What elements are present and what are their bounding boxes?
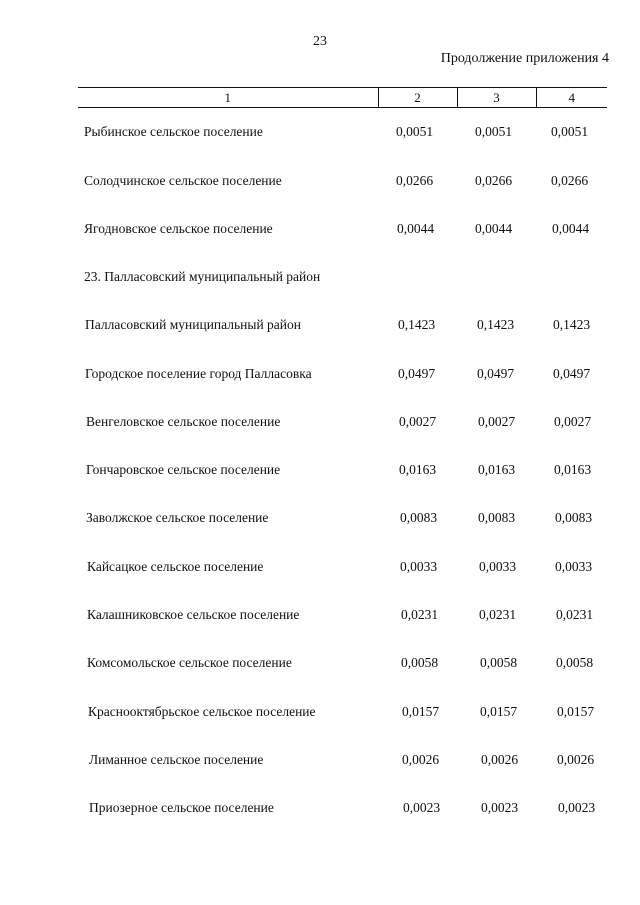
row-value-col3: 0,0026 [481,752,519,767]
row-value-col4: 0,0027 [554,414,592,429]
row-value-col3: 0,0051 [475,124,513,139]
row-value-col2: 0,0033 [400,559,438,574]
row-value-col2: 0,1423 [398,317,436,332]
column-header-2: 2 [378,88,457,108]
table-row [0,414,640,434]
row-value-col3: 0,0083 [478,510,516,525]
row-value-col3: 0,1423 [477,317,515,332]
column-header-4: 4 [536,88,607,108]
row-name: Комсомольское сельское поселение [87,655,292,670]
row-value-col2: 0,0157 [402,704,440,719]
row-value-col4: 0,0023 [558,800,596,815]
row-value-col3: 0,0044 [475,221,513,236]
row-value-col2: 0,0044 [397,221,435,236]
row-value-col2: 0,0058 [401,655,439,670]
row-name: Кайсацкое сельское поселение [87,559,264,574]
row-value-col3: 0,0033 [479,559,517,574]
row-value-col2: 0,0083 [400,510,438,525]
continuation-title: Продолжение приложения 4 [440,51,609,66]
row-value-col4: 0,0058 [556,655,594,670]
row-value-col2: 0,0497 [398,366,436,381]
row-value-col3: 0,0027 [478,414,516,429]
row-value-col4: 0,0163 [554,462,592,477]
column-header-3: 3 [457,88,536,108]
row-name: Приозерное сельское поселение [89,800,274,815]
row-value-col2: 0,0051 [396,124,434,139]
row-name: Гончаровское сельское поселение [86,462,281,477]
table-row [0,221,640,241]
table-row [0,317,640,337]
row-value-col2: 0,0027 [399,414,437,429]
row-name: Венгеловское сельское поселение [86,414,281,429]
row-value-col3: 0,0497 [477,366,515,381]
row-value-col4: 0,0026 [557,752,595,767]
row-value-col3: 0,0157 [480,704,518,719]
table-row [0,173,640,193]
table-row [0,752,640,772]
table-row [0,462,640,482]
row-value-col2: 0,0266 [396,173,434,188]
row-name: Палласовский муниципальный район [85,317,301,332]
row-value-col4: 0,0033 [555,559,593,574]
table-row [0,510,640,530]
table-row [0,559,640,579]
row-name: Калашниковское сельское поселение [87,607,300,622]
row-value-col4: 0,1423 [553,317,591,332]
page-number: 23 [313,34,327,49]
table-row [0,704,640,724]
row-value-col2: 0,0163 [399,462,437,477]
column-header-1: 1 [78,88,378,108]
table-row [0,366,640,386]
row-name: Краснооктябрьское сельское поселение [88,704,316,719]
table-row [0,800,640,820]
table-row [0,124,640,144]
row-value-col4: 0,0044 [552,221,590,236]
row-value-col4: 0,0231 [556,607,594,622]
table-row [0,607,640,627]
row-value-col4: 0,0157 [557,704,595,719]
row-value-col2: 0,0231 [401,607,439,622]
row-name: Рыбинское сельское поселение [84,124,263,139]
row-name: Городское поселение город Палласовка [85,366,312,381]
row-value-col2: 0,0026 [402,752,440,767]
row-value-col4: 0,0083 [555,510,593,525]
row-value-col3: 0,0058 [480,655,518,670]
row-value-col3: 0,0231 [479,607,517,622]
row-value-col4: 0,0051 [551,124,589,139]
table-row [0,269,640,289]
row-name: Лиманное сельское поселение [89,752,264,767]
row-value-col3: 0,0023 [481,800,519,815]
section-heading: 23. Палласовский муниципальный район [84,269,321,284]
row-value-col4: 0,0497 [553,366,591,381]
row-value-col2: 0,0023 [403,800,441,815]
row-value-col4: 0,0266 [551,173,589,188]
row-name: Заволжское сельское поселение [86,510,269,525]
row-value-col3: 0,0163 [478,462,516,477]
row-name: Солодчинское сельское поселение [84,173,282,188]
row-name: Ягодновское сельское поселение [84,221,273,236]
row-value-col3: 0,0266 [475,173,513,188]
table-row [0,655,640,675]
